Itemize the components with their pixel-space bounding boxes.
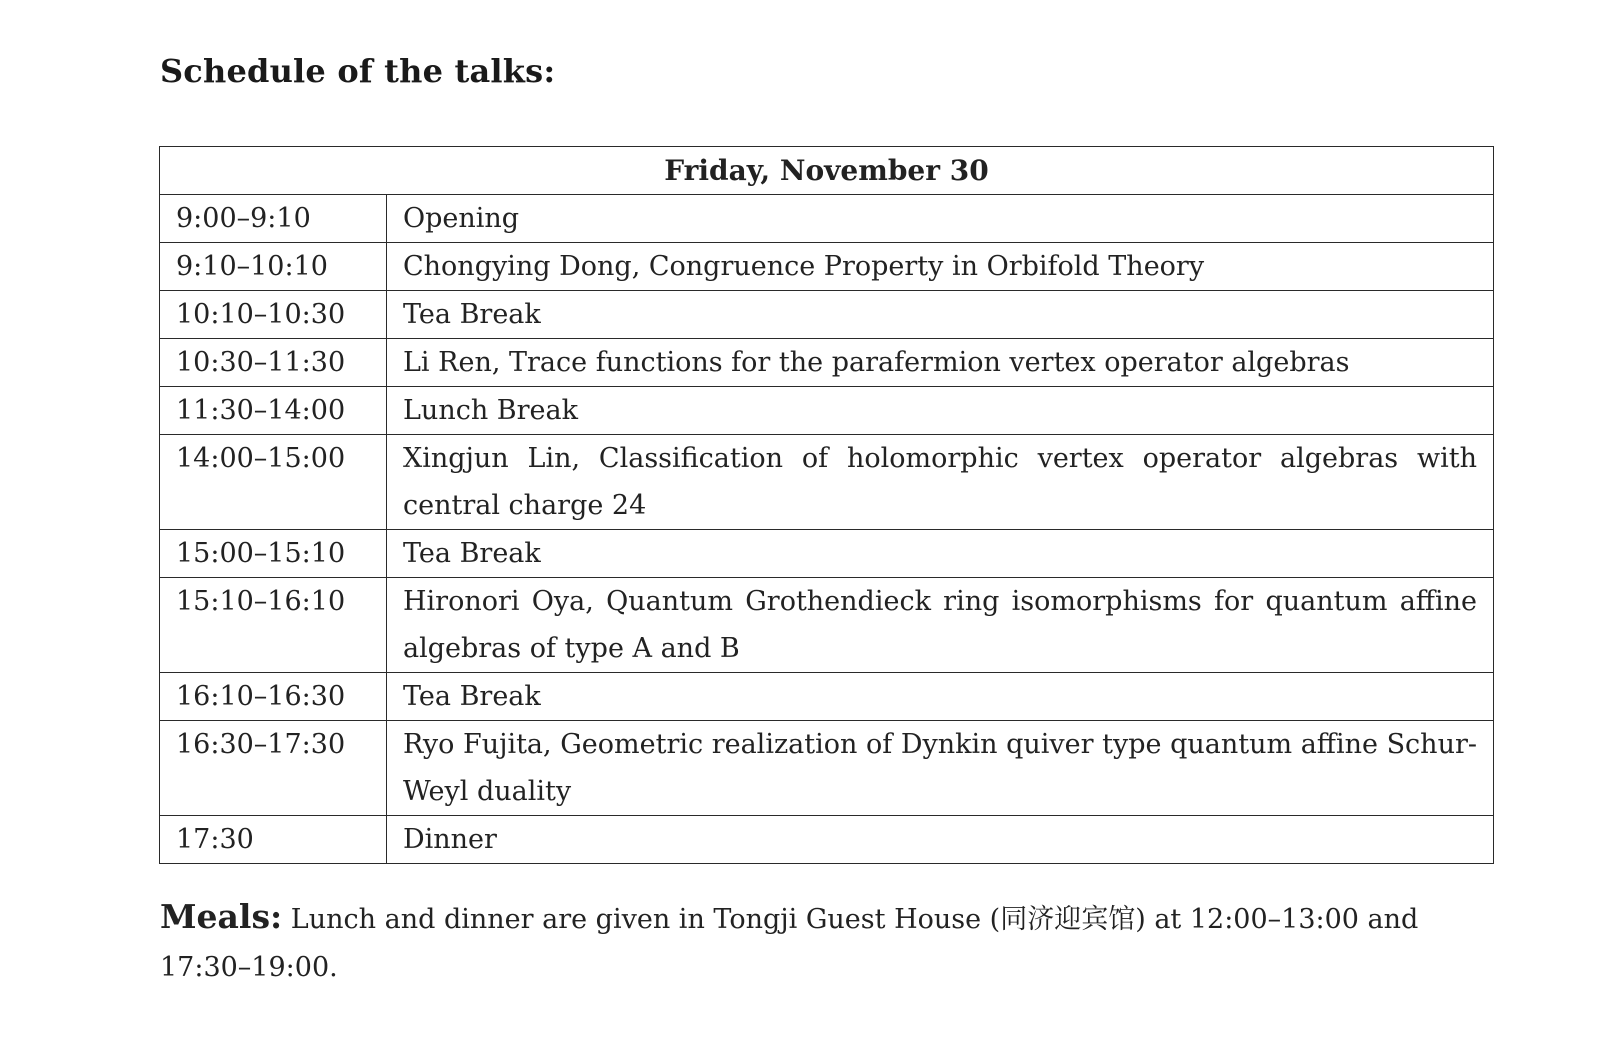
table-row bbox=[160, 816, 1494, 864]
meals-label: Meals: bbox=[160, 897, 283, 936]
time-cell: 15:10–16:10 bbox=[160, 578, 387, 673]
event-cell: Chongying Dong, Congruence Property in Orbifold Theory bbox=[387, 243, 1494, 291]
time-cell: 9:10–10:10 bbox=[160, 243, 387, 291]
event-cell: Tea Break bbox=[387, 530, 1494, 578]
time-cell: 16:10–16:30 bbox=[160, 673, 387, 721]
event-cell: Dinner bbox=[387, 816, 1494, 864]
event-cell: Opening bbox=[387, 195, 1494, 243]
event-cell: Hironori Oya, Quantum Grothendieck ring isomorphisms for quantum affine algebras of type A and B bbox=[387, 578, 1494, 673]
time-cell: 17:30 bbox=[160, 816, 387, 864]
time-cell: 9:00–9:10 bbox=[160, 195, 387, 243]
page-title: Schedule of the talks: bbox=[160, 52, 556, 90]
time-cell: 10:10–10:30 bbox=[160, 291, 387, 339]
table-row bbox=[160, 387, 1494, 435]
table-header-row bbox=[160, 147, 1494, 195]
table-row bbox=[160, 578, 1494, 673]
time-cell: 15:00–15:10 bbox=[160, 530, 387, 578]
table-row bbox=[160, 243, 1494, 291]
event-cell: Tea Break bbox=[387, 291, 1494, 339]
table-row bbox=[160, 435, 1494, 530]
table-row bbox=[160, 195, 1494, 243]
event-cell: Li Ren, Trace functions for the parafermion vertex operator algebras bbox=[387, 339, 1494, 387]
time-cell: 11:30–14:00 bbox=[160, 387, 387, 435]
meals-text: Lunch and dinner are given in Tongji Guest House (同济迎宾馆) at 12:00–13:00 and 17:30–19:00. bbox=[160, 904, 1419, 983]
event-cell: Lunch Break bbox=[387, 387, 1494, 435]
meals-note bbox=[160, 893, 1460, 992]
schedule-table bbox=[159, 146, 1494, 864]
table-row bbox=[160, 291, 1494, 339]
time-cell: 14:00–15:00 bbox=[160, 435, 387, 530]
table-row bbox=[160, 339, 1494, 387]
time-cell: 16:30–17:30 bbox=[160, 721, 387, 816]
event-cell: Ryo Fujita, Geometric realization of Dynkin quiver type quantum affine Schur-Weyl duality bbox=[387, 721, 1494, 816]
table-row bbox=[160, 721, 1494, 816]
day-header: Friday, November 30 bbox=[160, 147, 1494, 195]
table-row bbox=[160, 673, 1494, 721]
time-cell: 10:30–11:30 bbox=[160, 339, 387, 387]
event-cell: Xingjun Lin, Classification of holomorphic vertex operator algebras with central charge 24 bbox=[387, 435, 1494, 530]
event-cell: Tea Break bbox=[387, 673, 1494, 721]
table-row bbox=[160, 530, 1494, 578]
